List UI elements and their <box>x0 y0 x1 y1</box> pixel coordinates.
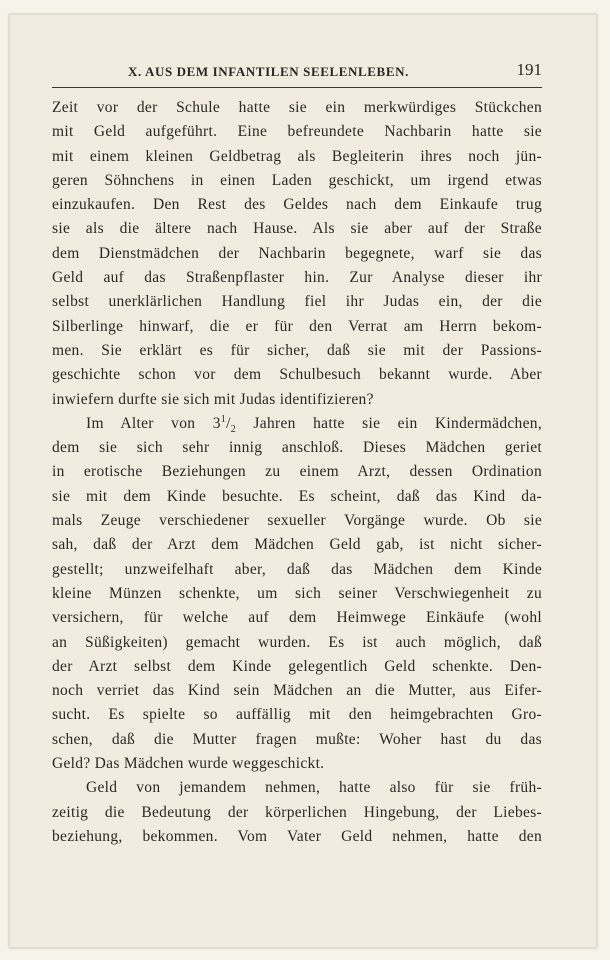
text-line: mit einem kleinen Geldbetrag als Begleiterin ihres noch jün- <box>52 147 542 165</box>
text-line: gestellt; unzweifelhaft aber, daß das Mädchen dem Kinde <box>52 560 542 578</box>
text-line: sie mit dem Kinde besuchte. Es scheint, daß das Kind da- <box>52 487 542 505</box>
fraction-numerator: 1 <box>220 413 227 425</box>
text-line-age: Im Alter von $3^1/_2$ Jahren hatte sie ein Kindermädchen, <box>86 413 543 435</box>
text-line: mals Zeuge verschiedener sexueller Vorgänge wurde. Ob sie <box>52 512 542 530</box>
running-title: X. AUS DEM INFANTILEN SEELENLEBEN. <box>128 64 409 79</box>
age-line-after: Jahren hatte sie ein Kindermädchen, <box>236 414 543 432</box>
text-line: Zeit vor der Schule hatte sie ein merkwürdiges Stückchen <box>52 99 542 116</box>
text-line: Geld von jemandem nehmen, hatte also für sie früh- <box>86 779 542 797</box>
text-line: geschichte schon vor dem Schulbesuch bekannt wurde. Aber <box>52 366 542 384</box>
page-header <box>52 60 542 84</box>
text-line: versichern, für welche auf dem Heimwege Einkäufe (wohl <box>52 609 542 627</box>
text-line: mit Geld aufgeführt. Eine befreundete Nachbarin hatte sie <box>52 123 542 141</box>
text-line: sucht. Es spielte so auffällig mit den heimgebrachten Gro- <box>52 706 542 724</box>
text-line: Geld auf das Straßenpflaster hin. Zur Analyse dieser ihr <box>52 269 542 287</box>
age-line-before: Im Alter von 3 <box>86 414 221 432</box>
text-line: selbst unerklärlichen Handlung fiel ihr Judas ein, der die <box>52 293 542 311</box>
text-line: dem sie sich sehr innig anschloß. Dieses Mädchen geriet <box>52 439 542 457</box>
fraction-denominator: 2 <box>230 423 237 435</box>
text-line: zeitig die Bedeutung der körperlichen Hingebung, der Liebes- <box>52 803 542 821</box>
body-text <box>52 96 542 849</box>
text-line: beziehung, bekommen. Vom Vater Geld nehmen, hatte den <box>52 827 542 845</box>
text-line: sie als die ältere nach Hause. Als sie aber auf der Straße <box>52 220 542 238</box>
text-line: an Süßigkeiten) gemacht wurden. Es ist auch möglich, daß <box>52 633 542 651</box>
text-line: in erotische Beziehungen zu einem Arzt, dessen Ordination <box>52 463 542 481</box>
header-rule <box>52 87 542 88</box>
text-line: dem Dienstmädchen der Nachbarin begegnete, warf sie das <box>52 244 542 262</box>
text-line: der Arzt selbst dem Kinde gelegentlich Geld schenkte. Den- <box>52 657 542 675</box>
text-line: schen, daß die Mutter fragen mußte: Woher hast du das <box>52 730 542 748</box>
text-line: einzukaufen. Den Rest des Geldes nach dem Einkaufe trug <box>52 196 542 214</box>
text-line: men. Sie erklärt es für sicher, daß sie mit der Passions- <box>52 341 542 359</box>
text-line: Geld? Das Mädchen wurde weggeschickt. <box>52 755 325 773</box>
text-line: noch verriet das Kind sein Mädchen an die Mutter, aus Eifer- <box>52 682 542 700</box>
text-line: Silberlinge hinwarf, die er für den Verrat am Herrn bekom- <box>52 317 542 335</box>
text-line: inwiefern durfte sie sich mit Judas identifizieren? <box>52 390 374 408</box>
text-line: geren Söhnchens in einen Laden geschickt, um irgend etwas <box>52 171 542 189</box>
page-number: 191 <box>516 60 542 79</box>
text-line: sah, daß der Arzt dem Mädchen Geld gab, ist nicht sicher- <box>52 536 542 554</box>
text-line: kleine Münzen schenkte, um sich seiner Verschwiegenheit zu <box>52 584 542 602</box>
